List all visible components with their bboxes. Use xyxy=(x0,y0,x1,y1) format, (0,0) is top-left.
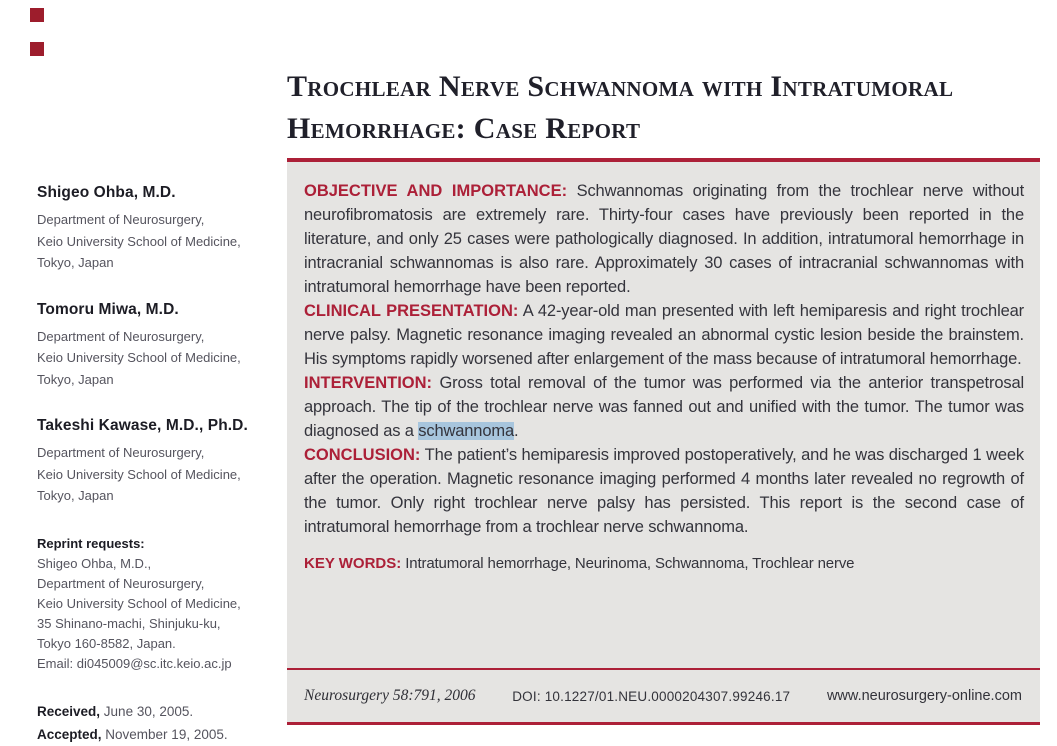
section-text-intervention-end: . xyxy=(514,422,519,440)
accepted-date xyxy=(37,723,277,746)
abstract-section-intervention xyxy=(304,371,1024,443)
author-name: Shigeo Ohba, M.D. xyxy=(37,184,176,201)
reprint-request-line: Shigeo Ohba, M.D., xyxy=(37,555,152,571)
journal-citation: Neurosurgery 58:791, 2006 xyxy=(304,687,476,704)
abstract-box xyxy=(287,158,1040,725)
selected-text-schwannoma[interactable]: schwannoma xyxy=(418,422,514,440)
red-square-marker xyxy=(30,8,44,22)
author-block xyxy=(37,417,277,507)
accepted-value: November 19, 2005. xyxy=(101,726,228,742)
article-title xyxy=(287,66,1040,150)
author-affiliation-line: Keio University School of Medicine, xyxy=(37,466,241,482)
author-name: Tomoru Miwa, M.D. xyxy=(37,300,179,318)
section-text-objective: Schwannomas originating from the trochlear nerve without neurofibromatosis are extremely rare. Thirty-four cases have previously been reported in the literature, and only 25 cases were pathologically diagnosed. In addition, intratumoral hemorrhage in intracranial schwannomas is also rare. Approximately 30 cases of intracranial schwannomas with intratumoral hemorrhage have been reported. xyxy=(304,182,1024,296)
section-text-clinical-presentation: A 42-year-old man presented with left hemiparesis and right trochlear nerve palsy. Magnetic resonance imaging revealed an abnormal cystic lesion beside the brainstem. His symptoms rapidly worsened after enlargement of the mass because of intratumoral hemorrhage. xyxy=(304,302,1024,368)
author-affiliation-line: Keio University School of Medicine, xyxy=(37,233,241,249)
section-heading-intervention: INTERVENTION: xyxy=(304,374,433,392)
reprint-request-line: 35 Shinano-machi, Shinjuku-ku, xyxy=(37,615,221,631)
author-sidebar xyxy=(37,184,277,746)
red-square-marker xyxy=(30,42,44,56)
author-affiliation-line: Keio University School of Medicine, xyxy=(37,350,241,365)
author-block xyxy=(37,184,277,274)
abstract-section-objective xyxy=(304,179,1024,299)
article-title-line-2: Hemorrhage: Case Report xyxy=(287,112,641,145)
reprint-request-line: Department of Neurosurgery, xyxy=(37,575,205,591)
author-affiliation-line: Tokyo, Japan xyxy=(37,371,114,387)
section-heading-clinical-presentation: CLINICAL PRESENTATION: xyxy=(304,302,519,320)
author-affiliation-line: Department of Neurosurgery, xyxy=(37,328,205,344)
author-name: Takeshi Kawase, M.D., Ph.D. xyxy=(37,417,248,434)
author-affiliation-line: Department of Neurosurgery, xyxy=(37,212,205,227)
reprint-requests-label: Reprint requests: xyxy=(37,535,145,551)
author-affiliation-line: Tokyo, Japan xyxy=(37,255,114,270)
author-affiliation-line: Department of Neurosurgery, xyxy=(37,445,205,460)
journal-website: www.neurosurgery-online.com xyxy=(826,688,1022,704)
reprint-email-line: Email: di045009@sc.itc.keio.ac.jp xyxy=(37,655,232,671)
abstract-section-conclusion xyxy=(304,443,1024,539)
doi-text: DOI: 10.1227/01.NEU.0000204307.99246.17 xyxy=(512,688,791,704)
article-title-line-1: Trochlear Nerve Schwannoma with Intratumoral xyxy=(287,70,954,103)
history-dates-block xyxy=(37,700,277,746)
reprint-requests-block xyxy=(37,534,277,674)
citation-footer xyxy=(287,668,1040,725)
reprint-request-line: Keio University School of Medicine, xyxy=(37,595,241,611)
section-text-conclusion: The patient’s hemiparesis improved postoperatively, and he was discharged 1 week after the operation. Magnetic resonance imaging performed 4 months later revealed no regrowth of the tumor. Only right trochlear nerve palsy has persisted. This report is the second case of intratumoral hemorrhage from a trochlear nerve schwannoma. xyxy=(304,446,1024,536)
accepted-label: Accepted, xyxy=(37,726,102,742)
author-affiliation-line: Tokyo, Japan xyxy=(37,488,114,503)
abstract-content xyxy=(287,162,1040,576)
received-date xyxy=(37,700,277,723)
section-heading-objective: OBJECTIVE AND IMPORTANCE: xyxy=(304,182,568,200)
reprint-request-line: Tokyo 160-8582, Japan. xyxy=(37,635,176,651)
received-value: June 30, 2005. xyxy=(100,703,194,719)
keywords-label: KEY WORDS: xyxy=(304,555,402,572)
received-label: Received, xyxy=(37,703,101,719)
abstract-section-clinical-presentation xyxy=(304,299,1024,371)
section-heading-conclusion: CONCLUSION: xyxy=(304,446,421,464)
keywords-row xyxy=(304,552,1024,576)
author-block xyxy=(37,301,277,391)
section-text-intervention: Gross total removal of the tumor was performed via the anterior transpetrosal approach. The tip of the trochlear nerve was fanned out and unified with the tumor. The tumor was diagnosed as a xyxy=(304,374,1024,440)
keywords-text: Intratumoral hemorrhage, Neurinoma, Schwannoma, Trochlear nerve xyxy=(401,555,855,572)
